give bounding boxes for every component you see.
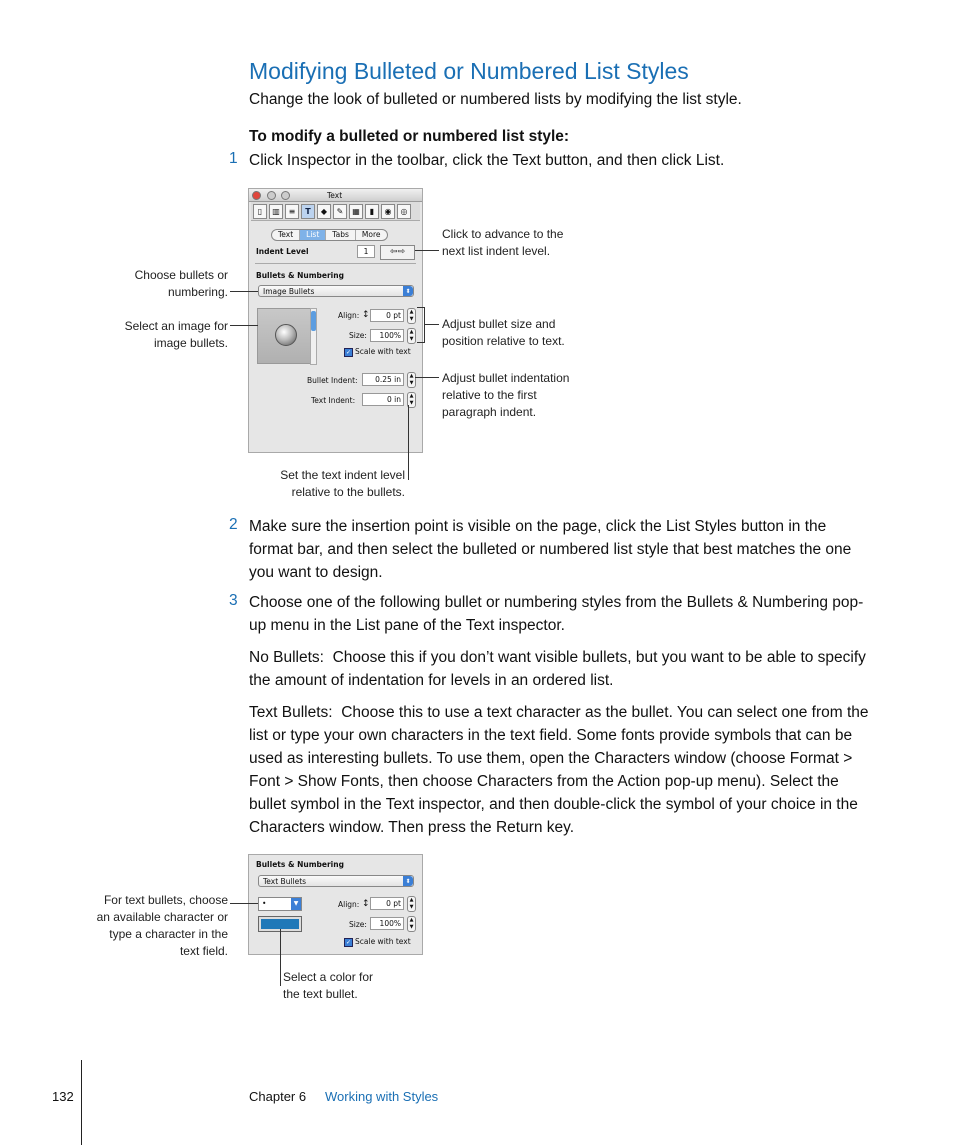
zoom-icon[interactable] [281, 191, 290, 200]
indent-level-arrows[interactable] [380, 245, 415, 260]
indent-level-field[interactable]: 1 [357, 245, 375, 258]
image-bullet-ball-icon [275, 324, 297, 346]
text-bullets-text: Choose this to use a text character as the bullet. You can select one from the list or type your own characters in the text field. Some fonts provide symbols that can be used as interesting bullets. To use them, open the Characters window (choose Format > Font > Show Fonts, then choose Characters from the Action pop-up menu). Select the bullet symbol in the Text inspector, and then double-click the symbol of your choice in the Characters window. Then press the Return key. [249, 704, 869, 836]
bullet-indent-stepper[interactable]: ▲ ▼ [407, 372, 416, 388]
scale-with-text-checkbox[interactable] [344, 937, 411, 947]
bullets-numbering-popup[interactable] [258, 285, 414, 297]
popup-value: Text Bullets [263, 877, 307, 886]
metrics-inspector-icon[interactable]: ✎ [333, 204, 347, 219]
step-3-number: 3 [229, 592, 238, 609]
page-number: 132 [52, 1089, 74, 1104]
tab-text[interactable]: Text [272, 230, 300, 240]
leader-line [425, 324, 439, 325]
tab-list[interactable]: List [300, 230, 326, 240]
size-stepper[interactable]: ▲ ▼ [407, 328, 416, 344]
link-inspector-icon[interactable]: ◉ [381, 204, 395, 219]
callout-color: Select a color for the text bullet. [283, 970, 374, 1001]
checkmark-icon: ✓ [345, 348, 352, 356]
text-indent-field[interactable]: 0 in [362, 393, 404, 406]
step-2-text: Make sure the insertion point is visible on the page, click the List Styles button in the format bar, and then select the bulleted or numbered list style that best matches the one you want to design. [249, 518, 852, 581]
minimize-icon[interactable] [267, 191, 276, 200]
align-arrows-icon: ↕ [362, 310, 370, 320]
scale-with-text-label: Scale with text [355, 347, 411, 356]
page-title: Modifying Bulleted or Numbered List Styles [249, 58, 689, 84]
size-field[interactable]: 100% [370, 329, 404, 342]
color-swatch [261, 919, 299, 929]
indent-level-label: Indent Level [256, 247, 309, 256]
intro-text: Change the look of bulleted or numbered lists by modifying the list style. [249, 91, 742, 108]
indent-increase-icon[interactable]: ⇨ [397, 247, 406, 257]
text-indent-label: Text Indent: [311, 396, 356, 405]
callout-text-indent: Set the text indent level relative to the bullets. [280, 468, 405, 499]
bracket-line [417, 307, 425, 308]
scale-with-text-label: Scale with text [355, 937, 411, 946]
popup-value: Image Bullets [263, 287, 315, 296]
text-indent-stepper[interactable]: ▲ ▼ [407, 392, 416, 408]
text-bullets-panel [248, 854, 423, 955]
size-label: Size: [349, 920, 367, 929]
callout-image: Select an image for image bullets. [124, 319, 228, 350]
bracket-line [424, 307, 425, 343]
no-bullets-text: Choose this if you don’t want visible bullets, but you want to be able to specify the amount of indentation for levels in an ordered list. [249, 649, 866, 689]
bullets-numbering-label: Bullets & Numbering [256, 271, 344, 280]
popup-arrow-icon: ⬍ [403, 876, 413, 886]
callout-choose: Choose bullets or numbering. [134, 268, 228, 299]
size-label: Size: [349, 331, 367, 340]
leader-line [230, 291, 258, 292]
no-bullets-term: No Bullets: [249, 649, 324, 666]
align-stepper[interactable]: ▲ ▼ [407, 308, 416, 324]
callout-text-character: For text bullets, choose an available character or type a character in the text field. [96, 893, 228, 958]
footer-chapter: Chapter 6 [249, 1089, 307, 1104]
footer-rule [81, 1060, 82, 1145]
leader-line [415, 250, 439, 251]
align-stepper[interactable]: ▲ ▼ [407, 896, 416, 912]
no-bullets-paragraph [249, 646, 869, 692]
tab-tabs[interactable]: Tabs [326, 230, 356, 240]
character-dropdown-icon[interactable]: ▼ [291, 898, 301, 910]
popup-arrow-icon: ⬍ [403, 286, 413, 296]
tab-more[interactable]: More [361, 230, 381, 239]
bracket-line [417, 342, 425, 343]
align-arrows-icon: ↕ [362, 899, 370, 909]
bullet-character-value: • [262, 899, 267, 908]
callout-size: Adjust bullet size and position relative to text. [442, 317, 565, 348]
layout-inspector-icon[interactable]: ▥ [269, 204, 283, 219]
inspector-titlebar [249, 189, 422, 202]
bullets-numbering-popup[interactable] [258, 875, 414, 887]
indent-decrease-icon[interactable]: ⇦ [389, 247, 398, 257]
scrollbar-thumb[interactable] [311, 311, 316, 331]
align-field[interactable]: 0 pt [370, 897, 404, 910]
chart-inspector-icon[interactable]: ▮ [365, 204, 379, 219]
step-2-number: 2 [229, 516, 238, 533]
footer-chapter-title[interactable]: Working with Styles [325, 1089, 439, 1104]
align-field[interactable]: 0 pt [370, 309, 404, 322]
callout-indent: Adjust bullet indentation relative to the first paragraph indent. [442, 371, 570, 419]
bullet-indent-field[interactable]: 0.25 in [362, 373, 404, 386]
bullet-indent-label: Bullet Indent: [307, 376, 358, 385]
divider [255, 263, 416, 264]
scale-with-text-checkbox[interactable] [344, 347, 411, 357]
size-field[interactable]: 100% [370, 917, 404, 930]
wrap-inspector-icon[interactable]: ≡ [285, 204, 299, 219]
text-inspector-list-pane [248, 188, 423, 453]
leader-line [230, 325, 258, 326]
document-inspector-icon[interactable]: ▯ [253, 204, 267, 219]
graphic-inspector-icon[interactable]: ◆ [317, 204, 331, 219]
callout-advance: Click to advance to the next list indent level. [442, 227, 564, 258]
leader-line [408, 405, 409, 480]
bullet-character-field[interactable] [258, 897, 302, 911]
text-inspector-icon[interactable]: T [301, 204, 315, 219]
align-label: Align: [338, 900, 360, 909]
close-icon[interactable] [252, 191, 261, 200]
leader-line [415, 377, 439, 378]
inspector-title: Text [327, 191, 343, 200]
inspector-toolbar [251, 202, 420, 221]
bullets-numbering-label: Bullets & Numbering [256, 860, 344, 869]
image-bullet-well[interactable] [257, 308, 311, 364]
align-label: Align: [338, 311, 360, 320]
text-bullets-paragraph [249, 701, 869, 839]
step-1-number: 1 [229, 150, 238, 167]
step-3-text: Choose one of the following bullet or numbering styles from the Bullets & Numbering pop-up menu in the List pane of the Text inspector. [249, 594, 864, 634]
quicktime-inspector-icon[interactable]: ◎ [397, 204, 411, 219]
image-scrollbar[interactable] [310, 308, 317, 365]
checkmark-icon: ✓ [345, 938, 352, 946]
text-bullets-term: Text Bullets: [249, 704, 333, 721]
leader-line [280, 929, 281, 986]
size-stepper[interactable]: ▲ ▼ [407, 916, 416, 932]
table-inspector-icon[interactable]: ▦ [349, 204, 363, 219]
step-1-text: Click Inspector in the toolbar, click the Text button, and then click List. [249, 152, 725, 169]
inspector-tabs [271, 229, 388, 241]
leader-line [230, 903, 258, 904]
procedure-title: To modify a bulleted or numbered list style: [249, 128, 570, 145]
